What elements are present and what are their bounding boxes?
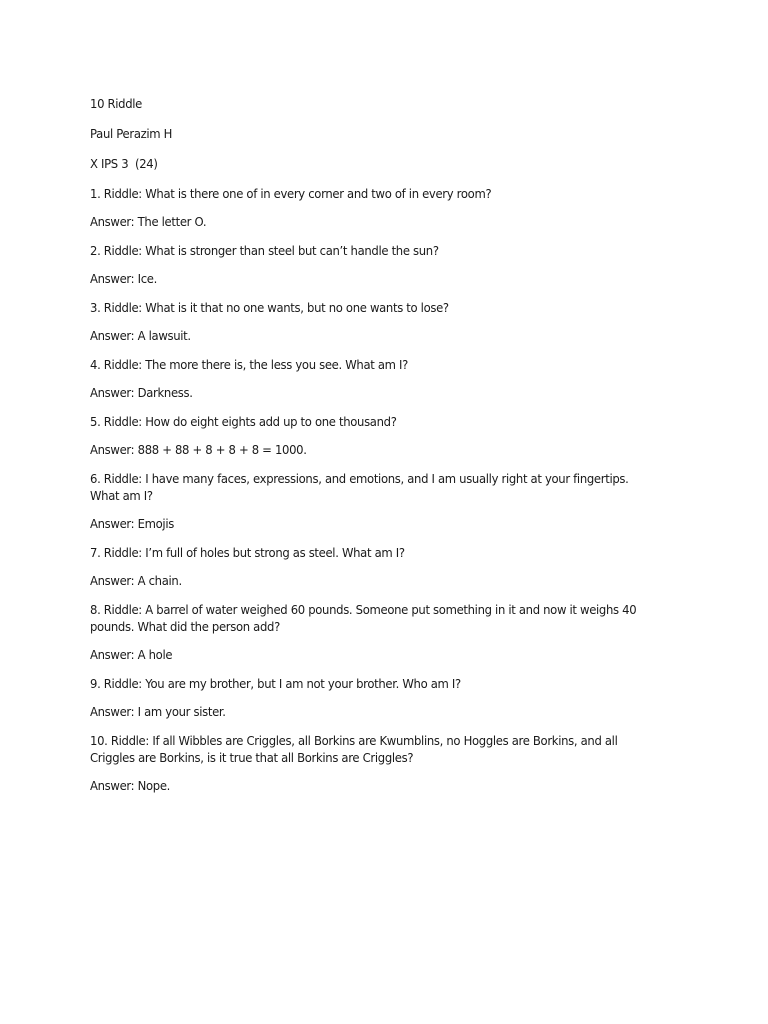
author-name: Paul Perazim H [90, 126, 173, 141]
riddle-question-10: 10. Riddle: If all Wibbles are Criggles, all Borkins are Kwumblins, no Hoggles are Borkins, and all Criggles are Borkins, is it true that all Borkins are Criggles? [90, 733, 618, 765]
riddle-question-9: 9. Riddle: You are my brother, but I am not your brother. Who am I? [90, 676, 461, 691]
class-line: X IPS 3 (24) [90, 156, 158, 171]
riddle-answer-4: Answer: Darkness. [90, 385, 193, 400]
riddle-question-6: 6. Riddle: I have many faces, expressions, and emotions, and I am usually right at your fingertips. What am I? [90, 471, 629, 503]
riddle-question-7: 7. Riddle: I’m full of holes but strong as steel. What am I? [90, 545, 405, 560]
riddle-answer-6: Answer: Emojis [90, 516, 174, 531]
riddle-question-4: 4. Riddle: The more there is, the less you see. What am I? [90, 357, 408, 372]
riddle-answer-9: Answer: I am your sister. [90, 704, 226, 719]
riddle-question-1: 1. Riddle: What is there one of in every corner and two of in every room? [90, 186, 492, 201]
riddle-question-5: 5. Riddle: How do eight eights add up to one thousand? [90, 414, 397, 429]
riddle-answer-2: Answer: Ice. [90, 271, 157, 286]
riddle-answer-10: Answer: Nope. [90, 778, 171, 793]
document-title: 10 Riddle [90, 96, 143, 111]
riddle-question-2: 2. Riddle: What is stronger than steel but can’t handle the sun? [90, 243, 439, 258]
document-body [90, 95, 639, 806]
riddle-answer-7: Answer: A chain. [90, 573, 182, 588]
riddle-answer-1: Answer: The letter O. [90, 214, 207, 229]
riddle-question-8: 8. Riddle: A barrel of water weighed 60 pounds. Someone put something in it and now it weighs 40 pounds. What did the person add? [90, 602, 637, 634]
riddle-answer-8: Answer: A hole [90, 647, 173, 662]
riddle-question-3: 3. Riddle: What is it that no one wants, but no one wants to lose? [90, 300, 449, 315]
riddle-answer-3: Answer: A lawsuit. [90, 328, 191, 343]
riddle-answer-5: Answer: 888 + 88 + 8 + 8 + 8 = 1000. [90, 442, 307, 457]
